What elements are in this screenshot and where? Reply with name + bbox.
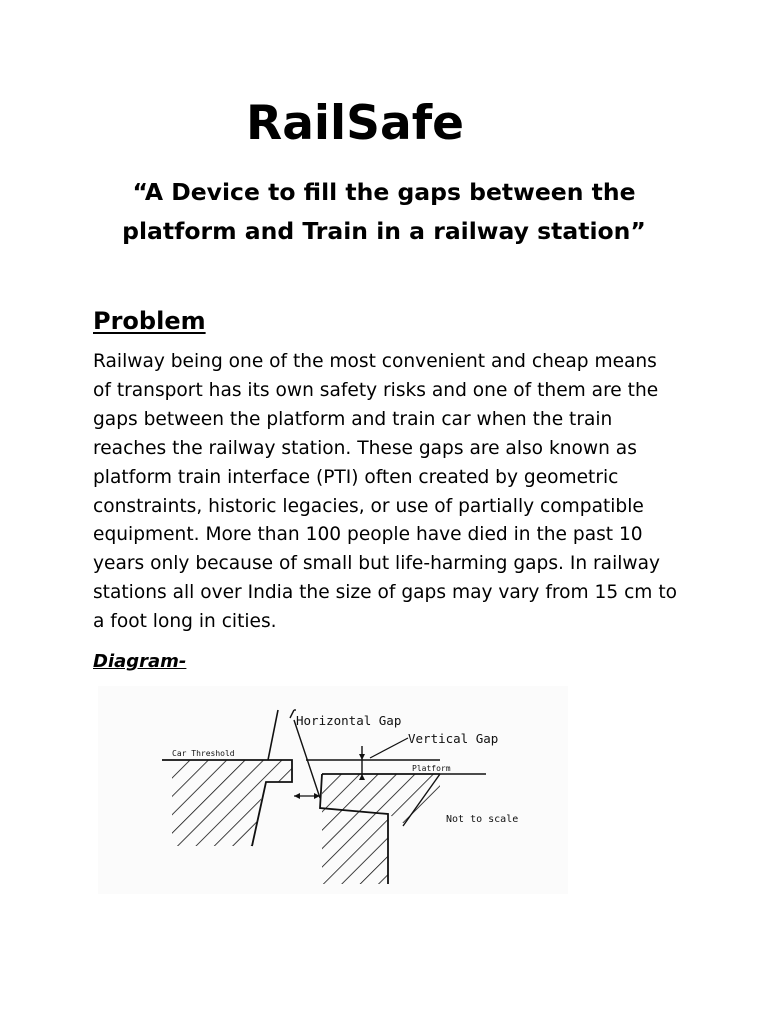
paragraph-line: constraints, historic legacies, or use of partially compatible [93, 495, 644, 517]
paragraph-line: a foot long in cities. [93, 611, 277, 633]
paragraph-line: reaches the railway station. These gaps are also known as [93, 437, 637, 459]
car-body-shape [162, 710, 292, 846]
document-subtitle: “A Device to fill the gaps between the platform and Train in a railway station” [122, 178, 646, 245]
horizontal-gap-label: Horizontal Gap [296, 713, 402, 728]
not-to-scale-label: Not to scale [446, 814, 519, 825]
car-threshold-label: Car Threshold [172, 749, 235, 758]
gap-diagram [98, 686, 568, 894]
vertical-gap-label: Vertical Gap [408, 731, 499, 746]
paragraph-line: platform train interface (PTI) often created by geometric [93, 466, 619, 488]
paragraph-line: equipment. More than 100 people have died in the past 10 [93, 524, 643, 546]
problem-paragraph [93, 348, 683, 637]
paragraph-line: stations all over India the size of gaps may vary from 15 cm to [93, 582, 677, 604]
gap-diagram-svg [98, 686, 568, 894]
platform-label: Platform [412, 764, 451, 773]
problem-heading: Problem [93, 307, 206, 335]
paragraph-line: years only because of small but life-harming gaps. In railway [93, 553, 661, 575]
diagram-label: Diagram- [93, 651, 187, 672]
paragraph-line: gaps between the platform and train car when the train [93, 408, 613, 430]
paragraph-line: of transport has its own safety risks and one of them are the [93, 379, 659, 401]
document-title: RailSafe [246, 96, 465, 151]
paragraph-line: Railway being one of the most convenient and cheap means [93, 351, 657, 372]
